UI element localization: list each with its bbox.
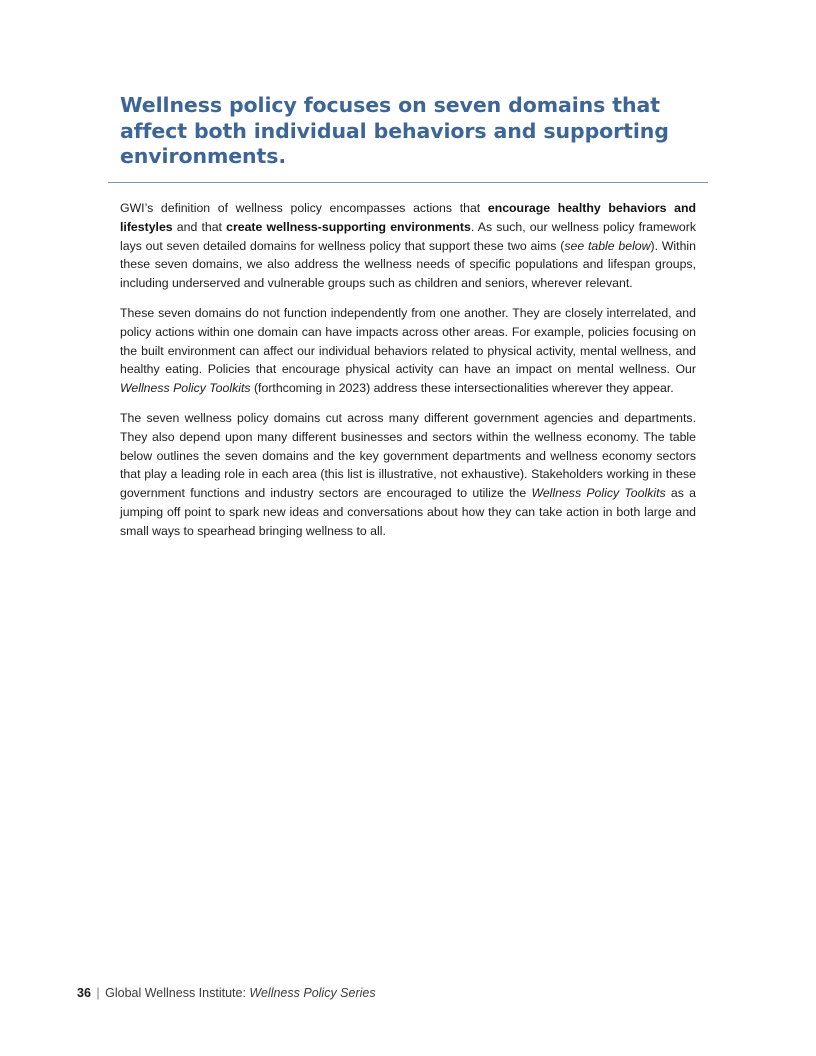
p1-emphasis-environments: create wellness-supporting environments bbox=[226, 219, 471, 234]
page-number: 36 bbox=[77, 986, 91, 1000]
p3-toolkits-title: Wellness Policy Toolkits bbox=[531, 486, 666, 501]
p1-emphasis-behaviors: encourage healthy behaviors and lifestyles bbox=[120, 201, 696, 234]
page-footer bbox=[77, 984, 376, 1002]
paragraph-stakeholders bbox=[120, 409, 696, 541]
paragraph-interrelated bbox=[120, 304, 696, 398]
page-heading: Wellness policy focuses on seven domains that affect both individual behaviors and supporting environments. bbox=[120, 93, 669, 168]
body-text bbox=[120, 199, 696, 552]
p1-see-table-note: see table below bbox=[564, 238, 651, 253]
footer-separator: | bbox=[96, 986, 100, 1000]
footer-series-title: Wellness Policy Series bbox=[249, 986, 376, 1000]
paragraph-definition bbox=[120, 199, 696, 293]
p1-text-a: GWI’s definition of wellness policy encompasses actions that bbox=[120, 201, 488, 215]
p1-text-c: and that bbox=[172, 219, 227, 234]
p3-text-a: The seven wellness policy domains cut across many different government agencies and departments. They also depend upon many different businesses and sectors within the wellness economy. The table below outlines the seven domains and the key government departments and wellness economy sectors that play a leading role in each area (this list is illustrative, not exhaustive). Stakeholders working in these government functions and industry sectors are encouraged to utilize the bbox=[120, 410, 696, 501]
p1-text-g: ). Within these seven domains, we also address the wellness needs of specific populations and lifespan groups, including underserved and vulnerable groups such as children and seniors, wherever relevant. bbox=[120, 238, 696, 291]
p1-text-e: . As such, our wellness policy framework lays out seven detailed domains for wellness policy that support these two aims ( bbox=[120, 219, 696, 253]
p2-text-a: These seven domains do not function independently from one another. They are closely interrelated, and policy actions within one domain can have impacts across other areas. For example, policies focusing on the built environment can affect our individual behaviors related to physical activity, mental wellness, and healthy eating. Policies that encourage physical activity can have an impact on mental wellness. Our bbox=[120, 305, 696, 377]
heading-divider bbox=[108, 182, 708, 183]
footer-publisher: Global Wellness Institute: bbox=[105, 986, 250, 1000]
p2-text-c: (forthcoming in 2023) address these intersectionalities wherever they appear. bbox=[250, 381, 674, 396]
p3-text-c: as a jumping off point to spark new ideas and conversations about how they can take action in both large and small ways to spearhead bringing wellness to all. bbox=[120, 486, 696, 538]
p2-toolkits-title: Wellness Policy Toolkits bbox=[120, 381, 251, 396]
